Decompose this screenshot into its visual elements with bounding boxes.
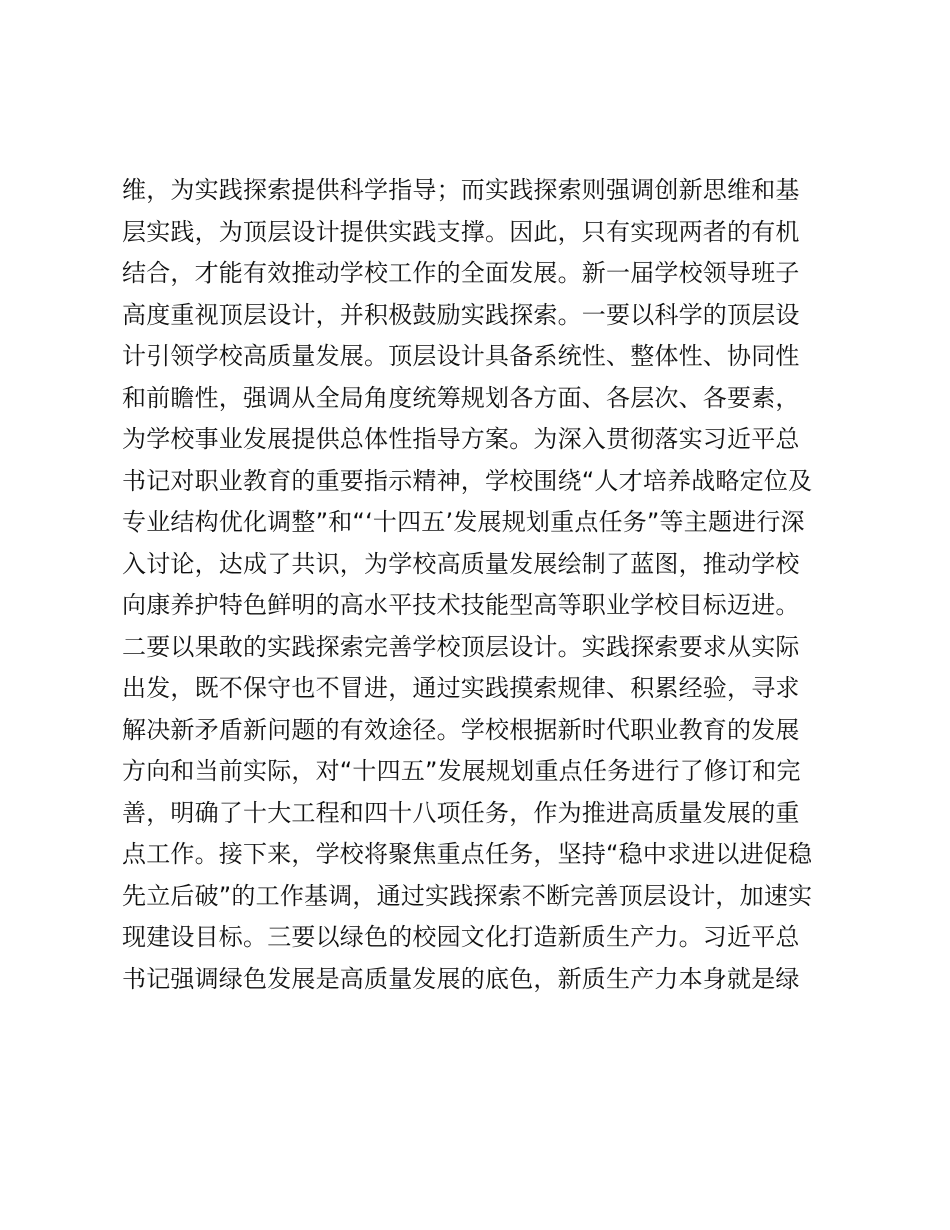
- text-line: 向康养护特色鲜明的高水平技术技能型高等职业学校目标迈进。: [122, 591, 800, 619]
- text-line: 方向和当前实际，对“十四五”发展规划重点任务进行了修订和完: [122, 757, 801, 785]
- text-line: 二要以果敢的实践探索完善学校顶层设计。实践探索要求从实际: [122, 632, 800, 661]
- text-line: 书记对职业教育的重要指示精神，学校围绕“人才培养战略定位及: [122, 466, 813, 495]
- text-line: 维，为实践探索提供科学指导；而实践探索则强调创新思维和基: [122, 176, 800, 204]
- text-line: 计引领学校高质量发展。顶层设计具备系统性、整体性、协同性: [122, 342, 800, 370]
- body-text: [122, 170, 842, 1000]
- text-line: 出发，既不保守也不冒进，通过实践摸索规律、积累经验，寻求: [122, 674, 800, 702]
- text-line: 专业结构优化调整”和“‘十四五’发展规划重点任务”等主题进行深: [122, 508, 805, 536]
- text-line: 和前瞻性，强调从全局角度统筹规划各方面、各层次、各要素，: [122, 383, 800, 412]
- text-line: 书记强调绿色发展是高质量发展的底色，新质生产力本身就是绿: [122, 964, 800, 993]
- text-line: 为学校事业发展提供总体性指导方案。为深入贯彻落实习近平总: [122, 425, 800, 453]
- text-line: 结合，才能有效推动学校工作的全面发展。新一届学校领导班子: [122, 259, 800, 287]
- text-line: 点工作。接下来，学校将聚焦重点任务，坚持“稳中求进以进促稳: [122, 840, 813, 868]
- text-line: 层实践，为顶层设计提供实践支撑。因此，只有实现两者的有机: [122, 217, 800, 246]
- text-line: 先立后破”的工作基调，通过实践探索不断完善顶层设计，加速实: [122, 881, 813, 910]
- text-line: 善，明确了十大工程和四十八项任务，作为推进高质量发展的重: [122, 798, 800, 827]
- text-line: 解决新矛盾新问题的有效途径。学校根据新时代职业教育的发展: [122, 715, 800, 744]
- text-line: 现建设目标。三要以绿色的校园文化打造新质生产力。习近平总: [122, 923, 800, 951]
- text-line: 高度重视顶层设计，并积极鼓励实践探索。一要以科学的顶层设: [122, 300, 800, 329]
- text-line: 入讨论，达成了共识，为学校高质量发展绘制了蓝图，推动学校: [122, 549, 800, 578]
